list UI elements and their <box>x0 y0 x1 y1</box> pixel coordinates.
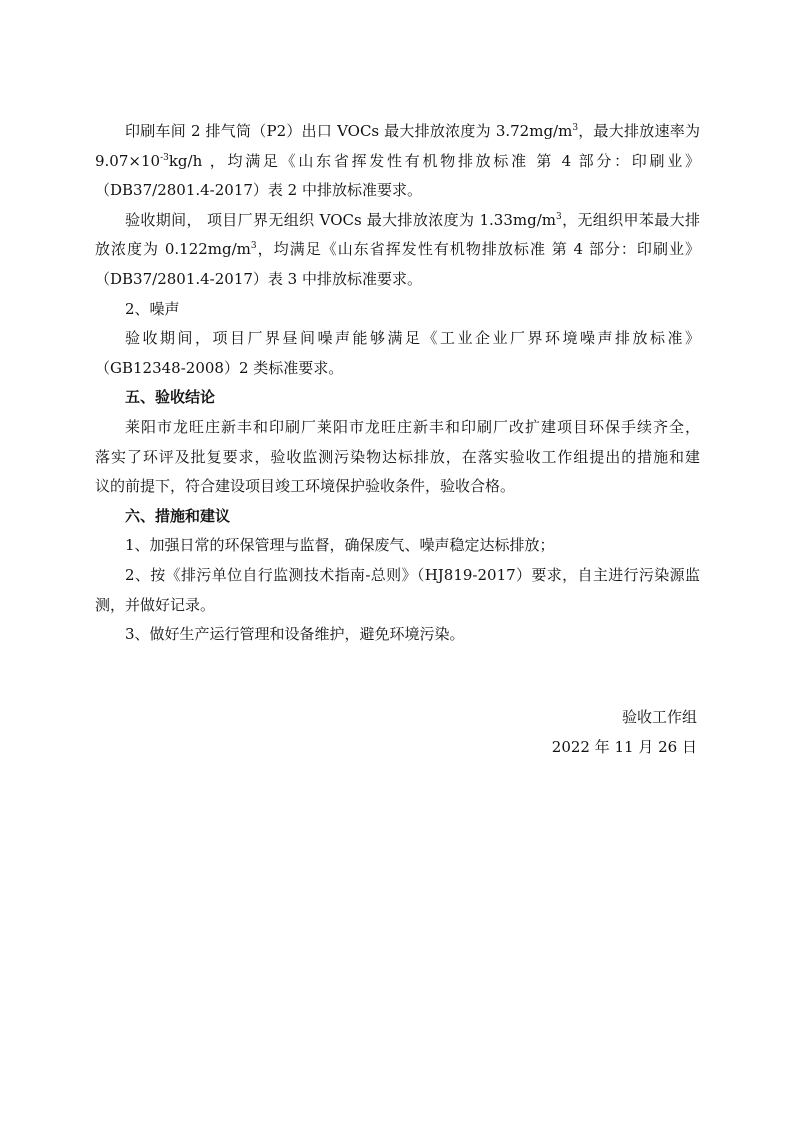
p1-line-1-text-b: ，最大排放速率为 <box>578 122 700 140</box>
p2-line-1-text-b: ，无组织甲苯最大排 <box>561 210 700 229</box>
signature-group: 验收工作组 <box>621 708 697 726</box>
p2-line-2 <box>95 235 700 265</box>
p1-line-3: （DB37/2801.4-2017）表 2 中排放标准要求。 <box>95 181 422 200</box>
p2-line-1-text-a: 验收期间， 项目厂界无组织 VOCs 最大排放浓度为 1.33mg/m <box>125 210 556 229</box>
section5-line-2: 落实了环评及批复要求，验收监测污染物达标排放，在落实验收工作组提出的措施和建 <box>95 447 700 466</box>
section6-item-3: 3、做好生产运行管理和设备维护，避免环境污染。 <box>125 625 465 644</box>
p1-line-2-text-b: kg/h ，均满足《山东省挥发性有机物排放标准 第 4 部分：印刷业》 <box>168 151 700 170</box>
p2-line-1-sup: 3 <box>555 211 562 222</box>
p2-line-3: （DB37/2801.4-2017）表 3 中排放标准要求。 <box>95 269 422 288</box>
section5-heading: 五、验收结论 <box>125 388 216 407</box>
noise-line-1: 验收期间，项目厂界昼间噪声能够满足《工业企业厂界环境噪声排放标准》 <box>125 329 700 348</box>
noise-line-2: （GB12348-2008）2 类标准要求。 <box>95 358 344 377</box>
p1-line-2-text-a: 9.07×10 <box>95 151 161 170</box>
p1-line-1-text-a: 印刷车间 2 排气筒（P2）出口 VOCs 最大排放浓度为 3.72mg/m <box>125 122 573 140</box>
section6-item-1: 1、加强日常的环保管理与监督，确保废气、噪声稳定达标排放； <box>125 536 555 555</box>
p2-line-2-text-a: 放浓度为 0.122mg/m <box>95 240 251 259</box>
signature-date: 2022 年 11 月 26 日 <box>551 738 697 756</box>
section5-line-3: 议的前提下，符合建设项目竣工环境保护验收条件，验收合格。 <box>95 477 516 496</box>
p2-line-2-sup: 3 <box>250 241 257 252</box>
p1-line-2-sup: -3 <box>160 152 169 163</box>
section6-item-2-line-2: 测，并做好记录。 <box>95 595 216 614</box>
section5-line-1: 莱阳市龙旺庄新丰和印刷厂莱阳市龙旺庄新丰和印刷厂改扩建项目环保手续齐全， <box>125 417 700 436</box>
section6-heading: 六、措施和建议 <box>125 506 231 525</box>
p1-line-1-sup: 3 <box>572 123 579 133</box>
p1-line-2 <box>95 147 700 177</box>
p2-line-1 <box>95 206 700 236</box>
noise-heading: 2、噪声 <box>125 299 180 318</box>
document-body <box>95 117 700 650</box>
p2-line-2-text-b: ，均满足《山东省挥发性有机物排放标准 第 4 部分：印刷业》 <box>256 240 700 259</box>
p1-line-1 <box>95 117 700 147</box>
section6-item-2-line-1: 2、按《排污单位自行监测技术指南-总则》（HJ819-2017）要求，自主进行污染源监 <box>125 565 700 584</box>
